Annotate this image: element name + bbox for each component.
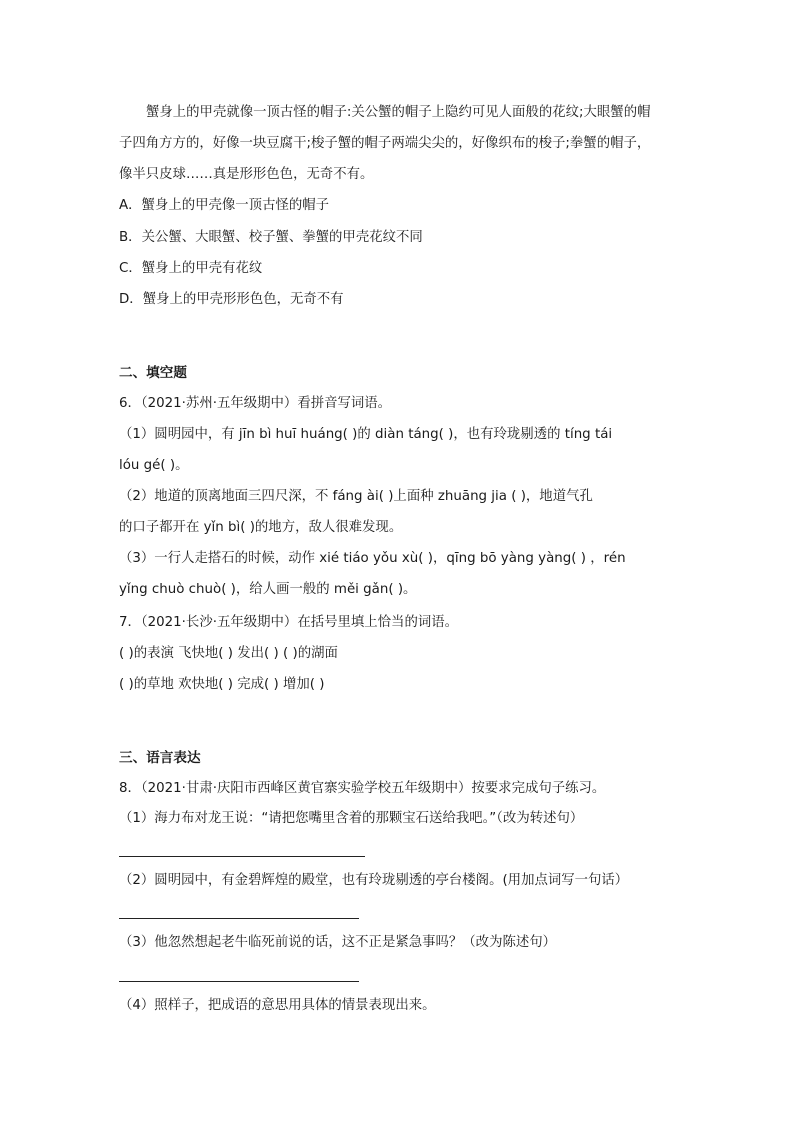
q6-part3-line1: （3）一行人走搭石的时候，动作 xié tiáo yǒu xù( )，qīng bō yàng yàng( ) ，rén [119,551,626,566]
q7-row-2: ( )的草地 欢快地( ) 完成( ) 增加( ) [119,677,325,692]
option-c: C．蟹身上的甲壳有花纹 [119,261,263,276]
q6-part1-line2: lóu gé( )。 [119,458,189,473]
passage-line-2: 子四角方方的，好像一块豆腐干;梭子蟹的帽子两端尖尖的，好像织布的梭子;拳蟹的帽子， [119,136,651,151]
q6-part2-line2: 的口子都开在 yǐn bì( )的地方，敌人很难发现。 [119,520,403,535]
q8-sentence-4: （4）照样子，把成语的意思用具体的情景表现出来。 [119,998,436,1013]
option-b: B．关公蟹、大眼蟹、校子蟹、拳蟹的甲壳花纹不同 [119,230,423,245]
q8-sentence-2: （2）圆明园中，有金碧辉煌的殿堂，也有玲珑剔透的亭台楼阁。(用加点词写一句话） [119,873,629,888]
option-d: D．蟹身上的甲壳形形色色，无奇不有 [119,292,344,307]
option-a: A．蟹身上的甲壳像一顶古怪的帽子 [119,198,330,213]
passage-line-3: 像半只皮球……真是形形色色，无奇不有。 [119,167,374,182]
answer-line-3[interactable] [119,981,359,982]
q6-part1-line1: （1）圆明园中，有 jīn bì huī huáng( )的 diàn táng( )，也有玲珑剔透的 tíng tái [119,427,613,442]
q6-stem: 6．（2021·苏州·五年级期中）看拼音写词语。 [119,396,392,411]
section-3-heading: 三、语言表达 [119,750,201,766]
q6-part2-line1: （2）地道的顶离地面三四尺深，不 fáng ài( )上面种 zhuāng jia ( )，地道气孔 [119,489,593,504]
q6-part3-line2: yǐng chuò chuò( )，给人画一般的 měi gǎn( )。 [119,582,417,597]
q8-sentence-3: （3）他忽然想起老牛临死前说的话，这不正是紧急事吗？（改为陈述句） [119,935,557,950]
q7-stem: 7．（2021·长沙·五年级期中）在括号里填上恰当的词语。 [119,615,459,630]
q8-sentence-1: （1）海力布对龙王说：“请把您嘴里含着的那颗宝石送给我吧。”（改为转述句） [119,811,584,826]
answer-line-1[interactable] [119,856,365,857]
q7-row-1: ( )的表演 飞快地( ) 发出( ) ( )的湖面 [119,646,338,661]
passage-line-1: 蟹身上的甲壳就像一顶古怪的帽子:关公蟹的帽子上隐约可见人面般的花纹;大眼蟹的帽 [146,105,651,120]
q8-stem: 8．（2021·甘肃·庆阳市西峰区黄官寨实验学校五年级期中）按要求完成句子练习。 [119,781,606,796]
answer-line-2[interactable] [119,918,359,919]
section-2-heading: 二、填空题 [119,365,187,381]
